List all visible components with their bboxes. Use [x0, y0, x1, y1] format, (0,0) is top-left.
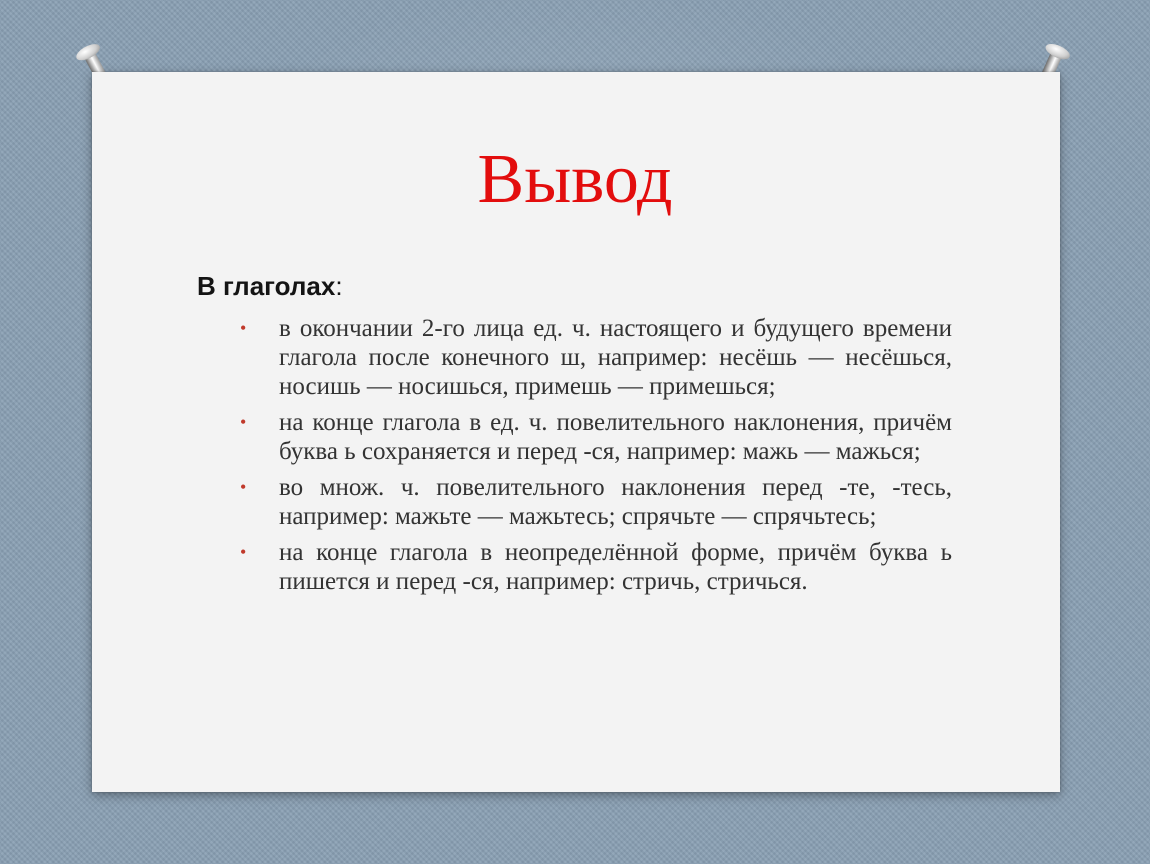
- bullet-item: [240, 314, 952, 401]
- bullet-text: на конце глагола в ед. ч. повелительного наклонения, причём буква ь сохраняется и перед -ся, например: мажь — мажься;: [279, 409, 952, 465]
- slide-title: Вывод: [477, 141, 673, 218]
- bullet-text: на конце глагола в неопределённой форме, причём буква ь пишется и перед -ся, например: стричь, стричься.: [279, 539, 952, 595]
- subheading-bold: В глаголах: [197, 271, 336, 301]
- bullet-item: [240, 408, 952, 466]
- bullet-dot-icon: •: [240, 542, 247, 562]
- bullet-text: в окончании 2-го лица ед. ч. настоящего и будущего времени глагола после конечного ш, например: несёшь — несёшься, носишь — носишься, примешь — примешься;: [279, 315, 952, 400]
- bullet-item: [240, 538, 952, 596]
- bullet-text: во множ. ч. повелительного наклонения перед -те, -тесь, например: мажьте — мажьтесь; спрячьте — спрячьтесь;: [279, 474, 952, 530]
- bullet-dot-icon: •: [240, 477, 247, 497]
- bullet-dot-icon: •: [240, 318, 247, 338]
- bullet-dot-icon: •: [240, 412, 247, 432]
- bullet-list: [240, 314, 952, 603]
- subheading: [197, 270, 343, 302]
- subheading-colon: :: [335, 271, 343, 301]
- bullet-item: [240, 473, 952, 531]
